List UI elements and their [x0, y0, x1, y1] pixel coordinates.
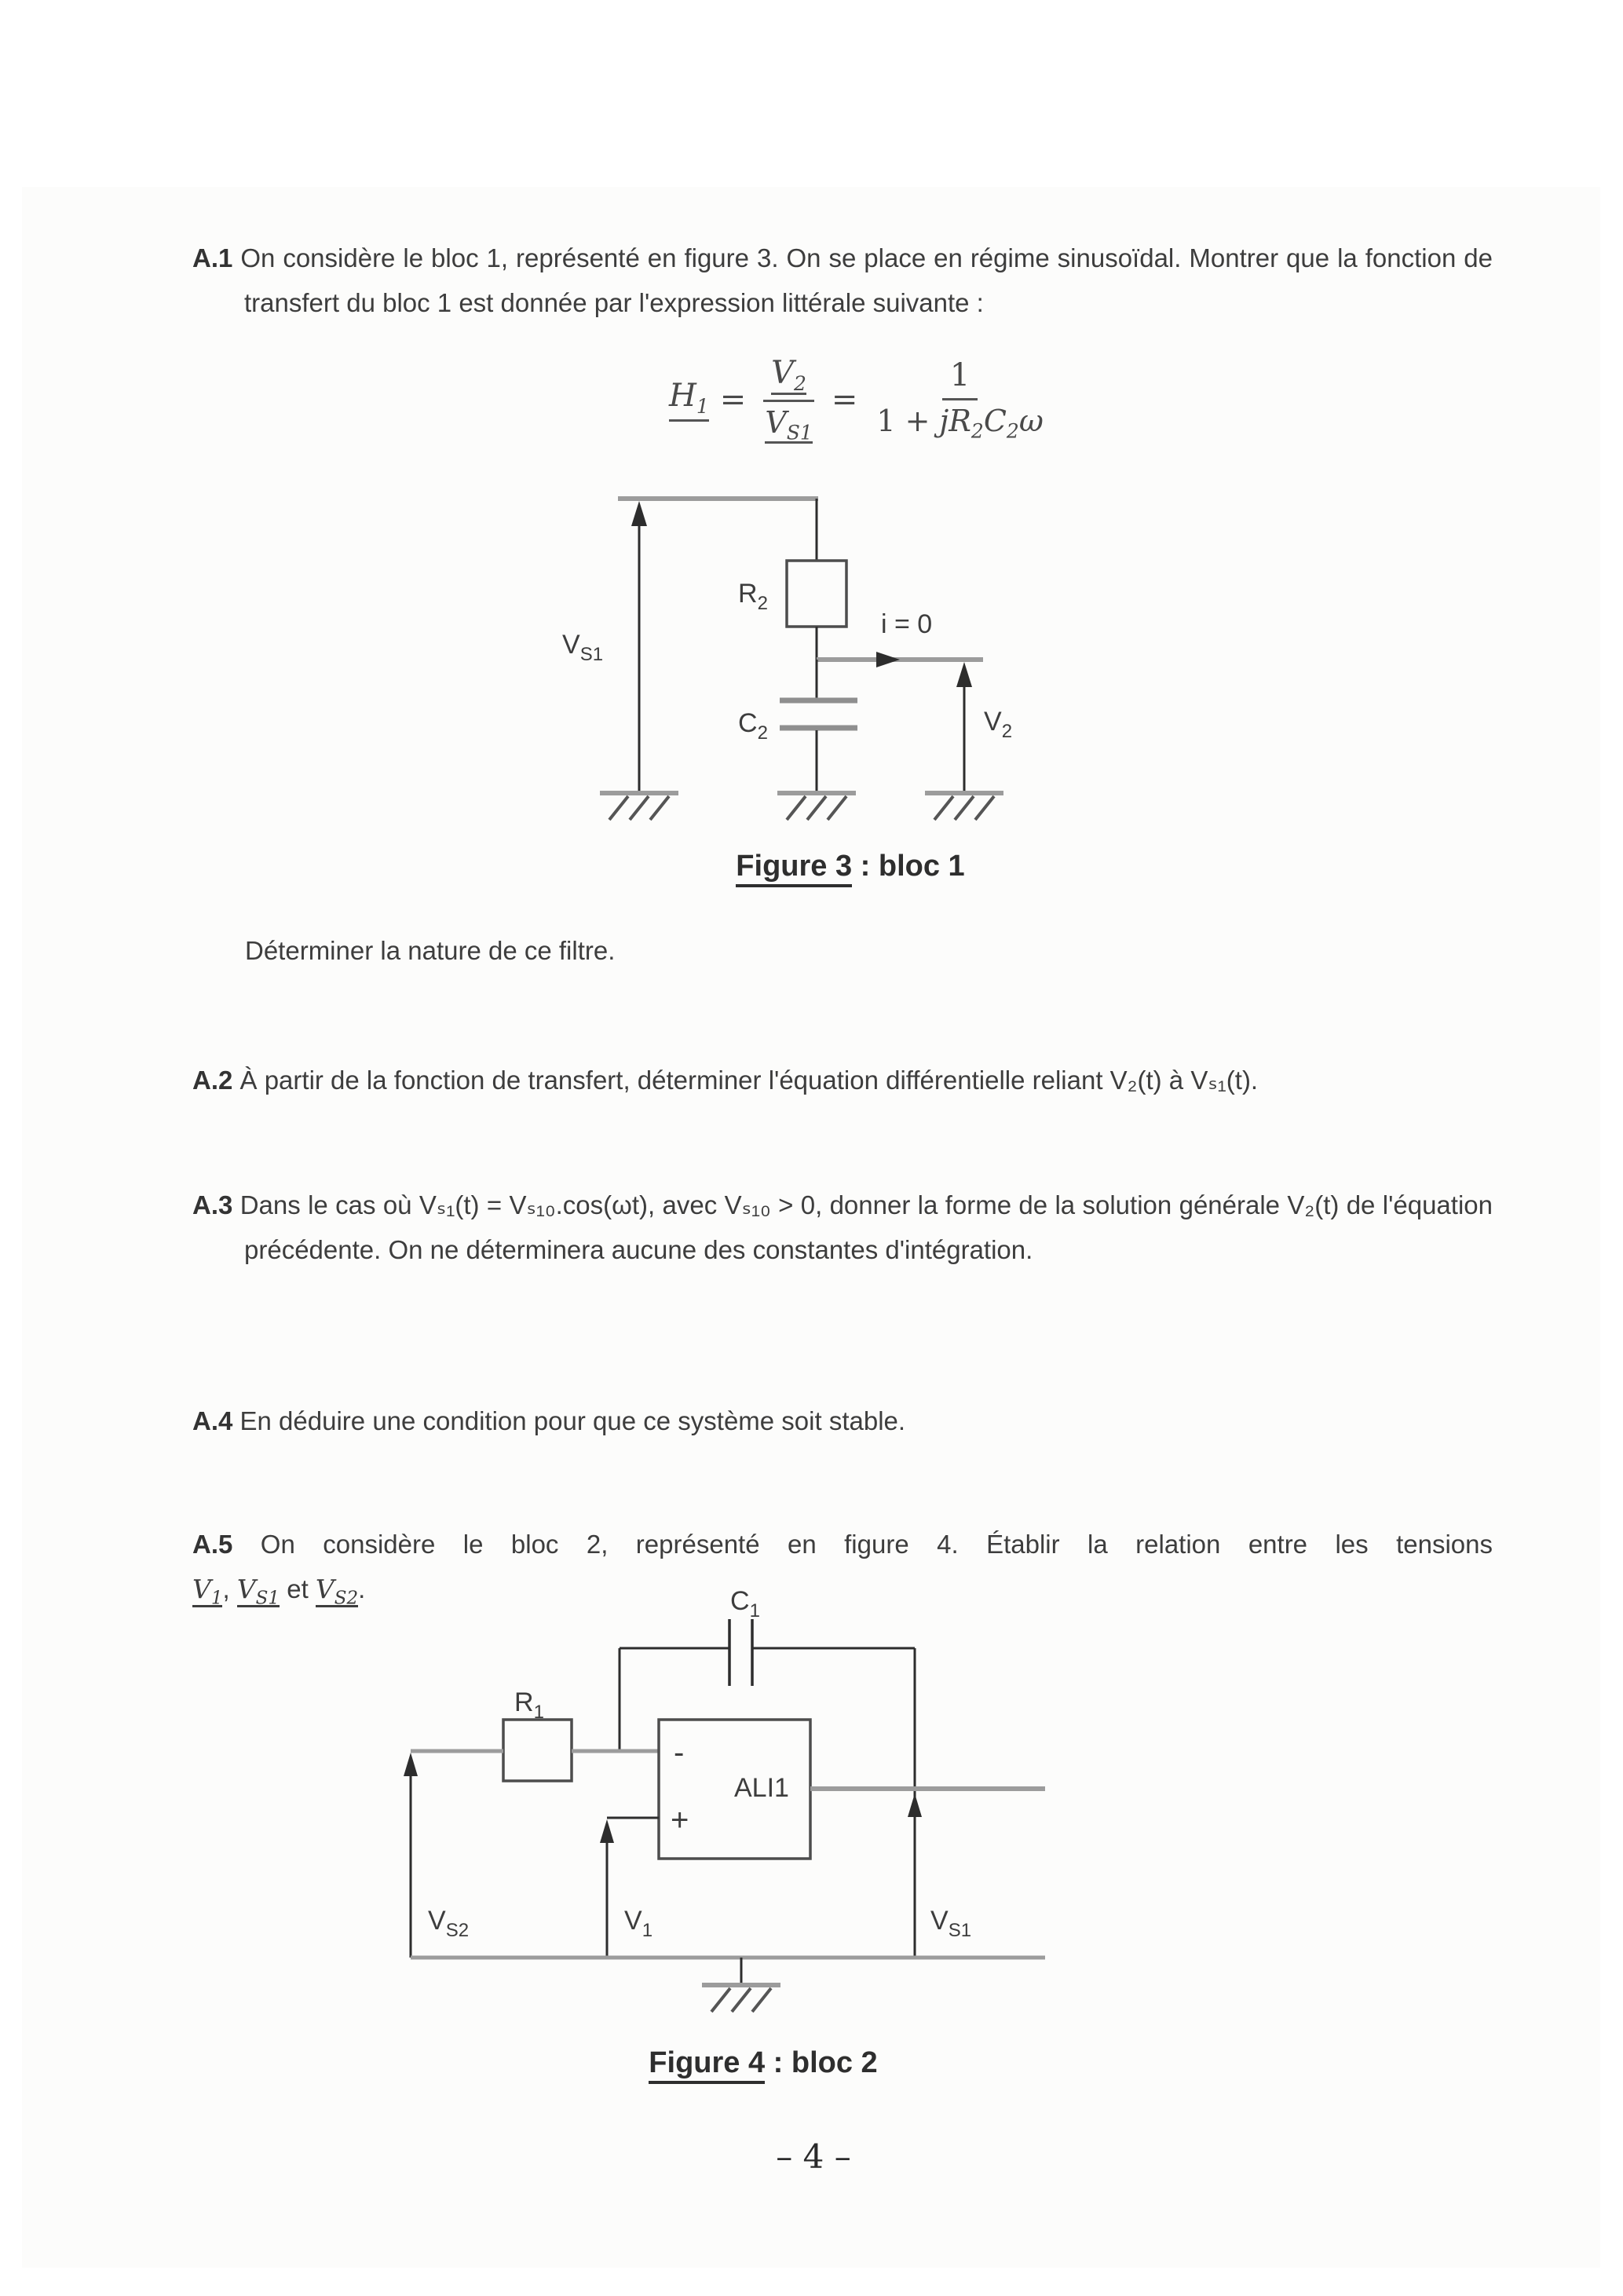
figure3-caption: Figure 3 : bloc 1: [591, 850, 1109, 883]
question-a3-text: Dans le cas où Vₛ₁(t) = Vₛ₁₀.cos(ωt), avec Vₛ₁₀ > 0, donner la forme de la solution générale V₂(t) de l'équation précédente. On ne déterminera aucune des constantes d'intégration.: [232, 1190, 1493, 1264]
question-a3-number: A.3: [192, 1190, 233, 1219]
tension-v1: $V_1$: [192, 1574, 223, 1609]
fig3-c2-capacitor: [780, 660, 857, 793]
fig3-v2-label: $V_2$: [984, 707, 1013, 742]
figure4-caption: Figure 4 : bloc 2: [504, 2046, 1022, 2080]
question-a2-number: A.2: [192, 1066, 233, 1095]
question-a2: [192, 1058, 1493, 1102]
eq-fraction-first-order: $\frac{1}{1 + jR_2C_2\omega}$: [876, 356, 1044, 443]
eq-h1: $H_1$: [669, 378, 709, 422]
question-a4-number: A.4: [192, 1406, 233, 1435]
fig3-c2-label: $C_2$: [738, 708, 768, 744]
question-a2-text: À partir de la fonction de transfert, déterminer l'équation différentielle reliant V₂(t) à Vₛ₁(t).: [232, 1066, 1259, 1095]
eq-equals-1: =: [719, 381, 747, 418]
fig3-vs1-label: $V_{S1}$: [562, 630, 604, 665]
fig4-v1-label: $V_1$: [624, 1906, 653, 1941]
question-a1-text: On considère le bloc 1, représenté en figure 3. On se place en régime sinusoïdal. Montrer que la fonction de transfert du bloc 1 est donnée par l'expression littérale suivante :: [232, 243, 1493, 317]
figure4-circuit-bloc2: [353, 1570, 1076, 2026]
fig4-ali1-label: ALI1: [734, 1773, 789, 1803]
question-a4: [192, 1398, 1493, 1443]
fig4-r1-resistor: [503, 1720, 572, 1781]
fig3-ground-center: [777, 793, 856, 820]
page-number: – 4 –: [776, 2137, 851, 2176]
fig4-vs2-arrow: [404, 1753, 418, 1958]
eq-equals-2: =: [831, 381, 858, 418]
fig4-v1-arrow: [600, 1819, 614, 1958]
fig3-vs1-arrow: [631, 501, 647, 793]
question-a5-text: On considère le bloc 2, représenté en figure 4. Établir la relation entre les tensions: [232, 1530, 1493, 1559]
tension-vs2: $V_{S2}$: [315, 1574, 359, 1609]
fig3-r2-label: $R_2$: [738, 579, 768, 614]
question-a1: [192, 236, 1493, 325]
question-a5: [192, 1522, 1493, 1567]
eq-fraction-v2-vs1: $\frac{V_2}{V_{S1}}$: [757, 355, 821, 444]
fig4-vs1-label: $V_{S1}$: [930, 1906, 972, 1941]
figure3-circuit-bloc1: [550, 471, 1068, 832]
question-a5-tensions: $V_1$, $V_{S1}$ et $V_{S2}$.: [192, 1574, 366, 1609]
question-a1-number: A.1: [192, 243, 233, 272]
fig4-plus-input: +: [671, 1803, 689, 1837]
fig4-vs1-arrowhead: [908, 1793, 922, 1817]
fig3-ground-right: [925, 793, 1003, 820]
fig4-ground: [702, 1958, 780, 2012]
question-a5-number: A.5: [192, 1530, 233, 1559]
fig3-r2-resistor: [787, 561, 846, 627]
transfer-function-equation: [669, 355, 1051, 444]
fig3-ground-left: [600, 793, 678, 820]
fig4-vs2-label: $V_{S2}$: [428, 1906, 470, 1941]
fig3-output-wire: [817, 652, 983, 667]
question-a4-text: En déduire une condition pour que ce système soit stable.: [232, 1406, 906, 1435]
fig4-c1-label: $C_1$: [730, 1586, 760, 1621]
question-a3: [192, 1183, 1493, 1272]
fig3-current-label: i = 0: [881, 609, 933, 639]
fig3-v2-arrow: [956, 662, 972, 793]
fig4-c1-capacitor: [620, 1619, 915, 1686]
tension-vs1: $V_{S1}$: [236, 1574, 280, 1609]
fig4-r1-label: $R_1$: [514, 1687, 544, 1723]
fig4-minus-input: -: [674, 1735, 685, 1770]
filter-nature-line: Déterminer la nature de ce filtre.: [245, 936, 616, 965]
